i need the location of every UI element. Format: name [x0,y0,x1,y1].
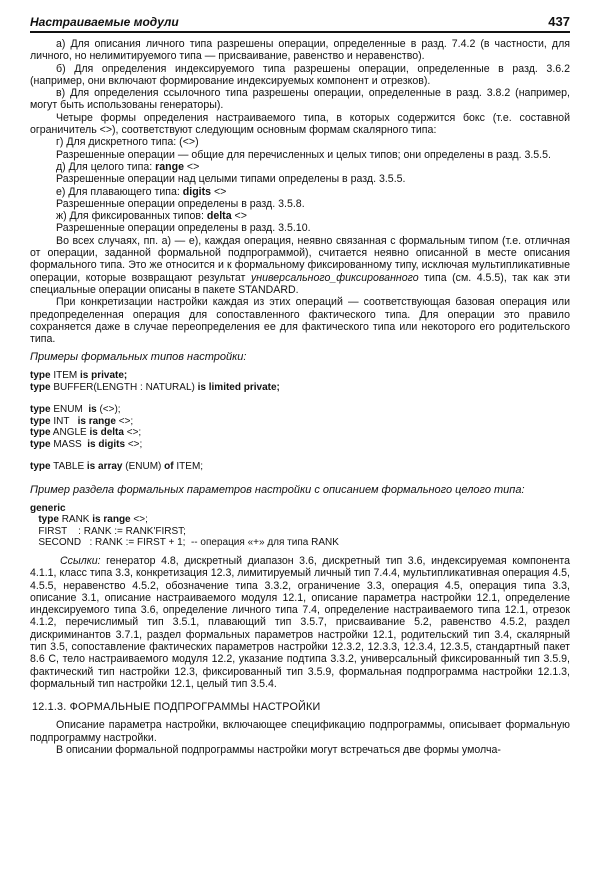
examples-caption: Примеры формальных типов настройки: [30,351,247,364]
form-integer-desc: Разрешенные операции над целыми типами определены в разд. 3.5.5. [56,173,406,186]
paragraph-access-type: в) Для определения ссылочного типа разрешены операции, определенные в разд. 3.8.2 (например, могут быть использованы генераторы). [30,87,570,112]
running-header [30,14,570,33]
section-paragraph-1: Описание параметра настройки, включающее спецификацию подпрограммы, описывает формальную подпрограмму настройки. [30,719,570,744]
code-block-scalar: type ENUM is (<>); type INT is range <>; type ANGLE is delta <>; type MASS is digits <>; [30,404,143,450]
page-number: 437 [548,14,570,29]
section-heading: 12.1.3. ФОРМАЛЬНЫЕ ПОДПРОГРАММЫ НАСТРОЙКИ [32,701,321,714]
example2-caption: Пример раздела формальных параметров настройки с описанием формального целого типа: [30,483,525,496]
code-block-array: type TABLE is array (ENUM) of ITEM; [30,461,204,473]
paragraph-box-forms: Четыре формы определения настраиваемого типа, в которых содержится бокс (т.е. составной ограничитель <>), соответствуют следующим основным формам скалярного типа: [30,111,570,137]
form-integer: д) Для целого типа: range <> [56,160,200,173]
references: Ссылки: генератор 4.8, дискретный диапазон 3.6, дискретный тип 3.6, индексируемая компонента 4.1.1, класс типа 3.3, конкретизация 12.3, лимитируемый личный тип 7.4.4, мультипликативная операция 4.5, 4.5.5, неравенство 4.5.2, обозначение типа 3.3.2, ограничение 3.3, операция 4.5, операция типа 3.3, описание 3.1, описание настраиваемого модуля 12.1, описание параметра настройки 12.1, определение индексируемого типа 3.6, определение личного типа 7.4, определение настраиваемого типа 12.1, отрезок 4.1.2, перечислимый тип 3.5.1, плавающий тип 3.5.7, присваивание 5.2, равенство 4.5.2, раздел дискриминантов 3.7.1, раздел формальных параметров настройки 12.1, родительский тип 3.4, скалярный тип 3.5, сопоставление фактических параметров настройки 12.3.2, 12.3.3, 12.3.4, 12.3.5, стандартный пакет 8.6 С, тело настраиваемого модуля 12.2, указание подтипа 3.3.2, универсальный фиксированный тип 3.5.9, фактический тип настройки 12.3, фиксированный тип 3.5.9, формальная подпрограмма настройки 12.1.3, формальный тип настройки 12.1, целый тип 3.5.4. [30,554,570,690]
body-text [30,38,570,756]
paragraph-array-type: б) Для определения индексируемого типа разрешены операции, определенные в разд. 3.6.2 (например, они включают формирование индексируемых компонент и отрезков). [30,62,570,87]
code-block-generic: generic type RANK is range <>; FIRST : RANK := RANK'FIRST; SECOND : RANK := FIRST + 1; -- операция «+» для типа RANK [30,502,339,549]
code-block-private: type ITEM is private; type BUFFER(LENGTH : NATURAL) is limited private; [30,370,280,393]
paragraph-private-type: а) Для описания личного типа разрешены операции, определенные в разд. 7.4.2 (в частности, для личного, но нелимитируемого типа — присваивание, равенство и неравенство). [30,38,570,63]
form-float: е) Для плавающего типа: digits <> [56,185,227,198]
running-title: Настраиваемые модули [30,15,179,29]
page [30,14,570,756]
form-fixed: ж) Для фиксированных типов: delta <> [56,210,247,223]
form-float-desc: Разрешенные операции определены в разд. 3.5.8. [56,197,305,210]
paragraph-discrete-ops: Разрешенные операции — общие для перечисленных и целых типов; они определены в разд. 3.5.5. [56,148,551,161]
paragraph-discrete-type: г) Для дискретного типа: (<>) [56,136,199,149]
form-fixed-desc: Разрешенные операции определены в разд. 3.5.10. [56,222,311,235]
paragraph-all-cases: Во всех случаях, пп. а) — е), каждая операция, неявно связанная с формальным типом (т.е. отличная от операции, заданной формальной подпрограммой), считается неявно описанной в месте описания формального типа. Это же относится и к формальному фиксированному типу, исключая мультипликативные операции, которые возвращают результат универсального_фиксированного типа (см. 4.5.5), так как эти специальные операции описаны в пакете STANDARD. [30,234,570,296]
section-paragraph-2: В описании формальной подпрограммы настройки могут встречаться две формы умолча- [56,744,501,757]
paragraph-instantiation: При конкретизации настройки каждая из этих операций — соответствующая базовая операция или предопределенная операция для сопоставленного фактического типа. Для операции это правило сохраняется даже в случае переопределения ее для фактического типа или некоторого его родительского типа. [30,296,570,346]
